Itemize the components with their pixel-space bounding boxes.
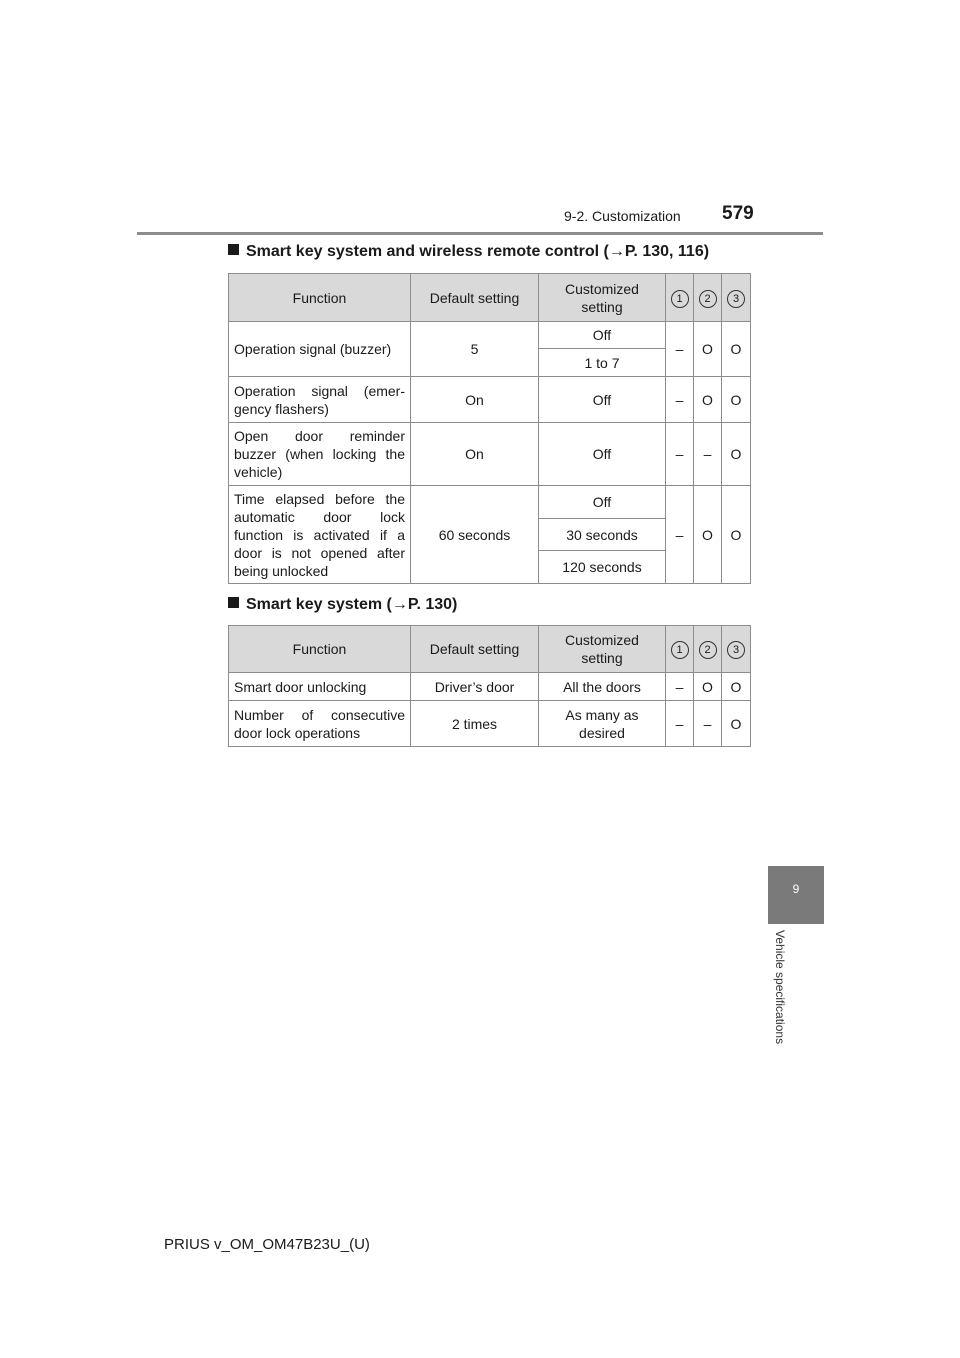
section-heading-2-text: Smart key system (→P. 130) xyxy=(246,596,458,613)
cell-function: Operation signal (buzzer) xyxy=(229,322,411,377)
col-header-2 xyxy=(694,626,722,673)
cell-function: Operation signal (emer-gency flashers) xyxy=(229,377,411,423)
settings-table-1 xyxy=(228,273,751,584)
document-code: PRIUS v_OM_OM47B23U_(U) xyxy=(164,1236,370,1253)
cell-customized: 1 to 7 xyxy=(539,349,666,377)
cell-mark-1: – xyxy=(666,673,694,701)
cell-mark-3: O xyxy=(722,322,751,377)
chapter-label-text: Vehicle specifications xyxy=(773,930,787,1045)
section-heading-1-text: Smart key system and wireless remote control (→P. 130, 116) xyxy=(246,243,710,260)
cell-customized: Off xyxy=(539,377,666,423)
circled-number-icon: 2 xyxy=(699,641,717,659)
cell-mark-1: – xyxy=(666,486,694,584)
chapter-number: 9 xyxy=(792,882,800,896)
header-rule xyxy=(137,232,823,235)
cell-customized: As many as desired xyxy=(539,701,666,747)
cell-default: 2 times xyxy=(411,701,539,747)
cell-mark-2: – xyxy=(694,701,722,747)
cell-customized: Off xyxy=(539,486,666,519)
col-header-function: Function xyxy=(229,626,411,673)
col-header-default: Default setting xyxy=(411,626,539,673)
circled-number-icon: 3 xyxy=(727,290,745,308)
cell-customized: 120 seconds xyxy=(539,551,666,584)
cell-mark-3: O xyxy=(722,673,751,701)
circled-number-icon: 1 xyxy=(671,290,689,308)
cell-default: Driver’s door xyxy=(411,673,539,701)
cell-mark-2: O xyxy=(694,322,722,377)
cell-function: Open door reminder buzzer (when locking the vehicle) xyxy=(229,423,411,486)
cell-mark-1: – xyxy=(666,377,694,423)
section-heading-1 xyxy=(228,243,709,261)
col-header-function: Function xyxy=(229,274,411,322)
col-header-1 xyxy=(666,626,694,673)
col-header-default: Default setting xyxy=(411,274,539,322)
table-row xyxy=(229,701,751,747)
cell-customized: 30 seconds xyxy=(539,519,666,551)
cell-mark-1: – xyxy=(666,423,694,486)
cell-default: On xyxy=(411,377,539,423)
cell-function: Number of consecutive door lock operations xyxy=(229,701,411,747)
table-row xyxy=(229,486,751,519)
col-header-1 xyxy=(666,274,694,322)
circled-number-icon: 2 xyxy=(699,290,717,308)
cell-mark-1: – xyxy=(666,322,694,377)
cell-default: 5 xyxy=(411,322,539,377)
circled-number-icon: 3 xyxy=(727,641,745,659)
section-heading-2 xyxy=(228,596,457,614)
cell-mark-2: O xyxy=(694,673,722,701)
cell-mark-2: O xyxy=(694,377,722,423)
cell-mark-3: O xyxy=(722,701,751,747)
settings-table-2 xyxy=(228,625,751,747)
col-header-2 xyxy=(694,274,722,322)
chapter-tab xyxy=(768,866,824,924)
cell-function: Time elapsed before the automatic door lock function is activated if a door is not opened after being unlocked xyxy=(229,486,411,584)
table-header-row xyxy=(229,274,751,322)
col-header-customized: Customized setting xyxy=(539,626,666,673)
cell-mark-2: – xyxy=(694,423,722,486)
square-bullet-icon xyxy=(228,597,239,608)
table-row xyxy=(229,377,751,423)
table-row xyxy=(229,673,751,701)
cell-default: On xyxy=(411,423,539,486)
cell-customized: Off xyxy=(539,423,666,486)
cell-mark-3: O xyxy=(722,377,751,423)
col-header-3 xyxy=(722,274,751,322)
square-bullet-icon xyxy=(228,244,239,255)
cell-mark-3: O xyxy=(722,486,751,584)
cell-default: 60 seconds xyxy=(411,486,539,584)
circled-number-icon: 1 xyxy=(671,641,689,659)
col-header-3 xyxy=(722,626,751,673)
table-row xyxy=(229,423,751,486)
section-title: 9-2. Customization xyxy=(564,208,681,224)
cell-function: Smart door unlocking xyxy=(229,673,411,701)
chapter-label xyxy=(770,930,790,1075)
cell-customized: All the doors xyxy=(539,673,666,701)
cell-customized: Off xyxy=(539,322,666,349)
col-header-customized: Customized setting xyxy=(539,274,666,322)
table-row xyxy=(229,322,751,349)
cell-mark-2: O xyxy=(694,486,722,584)
page-number: 579 xyxy=(722,203,754,224)
cell-mark-1: – xyxy=(666,701,694,747)
cell-mark-3: O xyxy=(722,423,751,486)
table-header-row xyxy=(229,626,751,673)
